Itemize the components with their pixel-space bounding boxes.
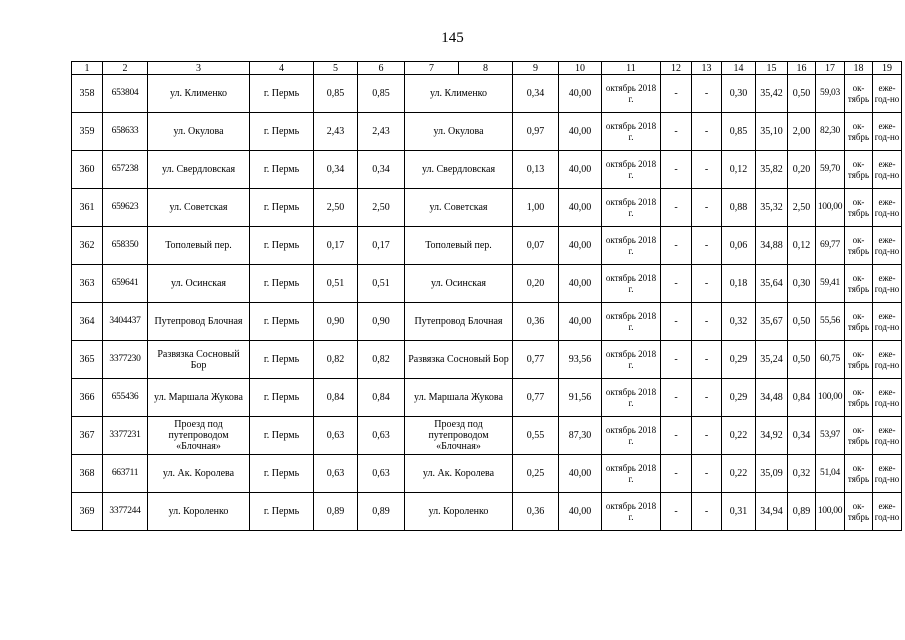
value-15-cell: 35,64	[756, 265, 788, 303]
value-12-cell: -	[661, 265, 692, 303]
value-15-cell: 35,24	[756, 341, 788, 379]
length-1-cell: 0,90	[314, 303, 358, 341]
row-number-cell: 359	[72, 113, 103, 151]
value-16-cell: 0,89	[788, 493, 816, 531]
value-17-cell: 69,77	[816, 227, 845, 265]
column-number-7: 7	[405, 62, 459, 75]
table-row	[72, 303, 902, 341]
value-15-cell: 34,48	[756, 379, 788, 417]
road-id-cell: 658350	[103, 227, 148, 265]
value-17-cell: 51,04	[816, 455, 845, 493]
value-9-cell: 0,25	[513, 455, 559, 493]
column-number-5: 5	[314, 62, 358, 75]
value-14-cell: 0,12	[722, 151, 756, 189]
month-cell: ок-тябрь	[845, 189, 873, 227]
road-name-cell: ул. Ак. Королева	[148, 455, 250, 493]
column-number-14: 14	[722, 62, 756, 75]
length-2-cell: 0,63	[358, 417, 405, 455]
column-number-15: 15	[756, 62, 788, 75]
column-number-19: 19	[873, 62, 902, 75]
road-id-cell: 655436	[103, 379, 148, 417]
frequency-cell: еже-год-но	[873, 493, 902, 531]
column-number-11: 11	[602, 62, 661, 75]
value-13-cell: -	[692, 379, 722, 417]
value-14-cell: 0,88	[722, 189, 756, 227]
value-13-cell: -	[692, 151, 722, 189]
road-id-cell: 663711	[103, 455, 148, 493]
value-13-cell: -	[692, 303, 722, 341]
row-number-cell: 360	[72, 151, 103, 189]
value-10-cell: 40,00	[559, 189, 602, 227]
road-id-cell: 3377231	[103, 417, 148, 455]
value-12-cell: -	[661, 113, 692, 151]
value-12-cell: -	[661, 227, 692, 265]
section-name-cell: ул. Советская	[405, 189, 513, 227]
road-name-cell: ул. Осинская	[148, 265, 250, 303]
city-cell: г. Пермь	[250, 265, 314, 303]
section-name-cell: ул. Короленко	[405, 493, 513, 531]
value-13-cell: -	[692, 493, 722, 531]
road-id-cell: 659641	[103, 265, 148, 303]
value-17-cell: 59,70	[816, 151, 845, 189]
frequency-cell: еже-год-но	[873, 455, 902, 493]
row-number-cell: 366	[72, 379, 103, 417]
month-cell: ок-тябрь	[845, 493, 873, 531]
month-cell: ок-тябрь	[845, 303, 873, 341]
frequency-cell: еже-год-но	[873, 75, 902, 113]
value-14-cell: 0,29	[722, 379, 756, 417]
section-name-cell: ул. Ак. Королева	[405, 455, 513, 493]
column-number-2: 2	[103, 62, 148, 75]
road-id-cell: 658633	[103, 113, 148, 151]
value-17-cell: 59,41	[816, 265, 845, 303]
month-cell: ок-тябрь	[845, 151, 873, 189]
length-1-cell: 0,82	[314, 341, 358, 379]
value-17-cell: 55,56	[816, 303, 845, 341]
value-10-cell: 40,00	[559, 227, 602, 265]
section-name-cell: Путепровод Блочная	[405, 303, 513, 341]
month-cell: ок-тябрь	[845, 75, 873, 113]
road-id-cell: 3404437	[103, 303, 148, 341]
table-row	[72, 379, 902, 417]
column-number-18: 18	[845, 62, 873, 75]
month-cell: ок-тябрь	[845, 265, 873, 303]
column-number-4: 4	[250, 62, 314, 75]
value-12-cell: -	[661, 75, 692, 113]
table-row	[72, 493, 902, 531]
period-cell: октябрь 2018 г.	[602, 189, 661, 227]
value-17-cell: 60,75	[816, 341, 845, 379]
value-10-cell: 87,30	[559, 417, 602, 455]
period-cell: октябрь 2018 г.	[602, 417, 661, 455]
value-12-cell: -	[661, 151, 692, 189]
road-name-cell: ул. Маршала Жукова	[148, 379, 250, 417]
length-2-cell: 0,51	[358, 265, 405, 303]
value-15-cell: 35,67	[756, 303, 788, 341]
column-number-10: 10	[559, 62, 602, 75]
road-id-cell: 653804	[103, 75, 148, 113]
value-9-cell: 1,00	[513, 189, 559, 227]
row-number-cell: 363	[72, 265, 103, 303]
table-row	[72, 455, 902, 493]
value-9-cell: 0,34	[513, 75, 559, 113]
value-10-cell: 40,00	[559, 493, 602, 531]
period-cell: октябрь 2018 г.	[602, 151, 661, 189]
value-13-cell: -	[692, 189, 722, 227]
length-1-cell: 2,50	[314, 189, 358, 227]
section-name-cell: ул. Осинская	[405, 265, 513, 303]
value-15-cell: 35,82	[756, 151, 788, 189]
column-number-3: 3	[148, 62, 250, 75]
city-cell: г. Пермь	[250, 75, 314, 113]
value-15-cell: 34,88	[756, 227, 788, 265]
road-name-cell: ул. Свердловская	[148, 151, 250, 189]
value-16-cell: 0,34	[788, 417, 816, 455]
length-1-cell: 0,63	[314, 455, 358, 493]
length-2-cell: 0,89	[358, 493, 405, 531]
value-16-cell: 0,50	[788, 303, 816, 341]
value-17-cell: 59,03	[816, 75, 845, 113]
value-16-cell: 0,30	[788, 265, 816, 303]
month-cell: ок-тябрь	[845, 227, 873, 265]
value-9-cell: 0,77	[513, 379, 559, 417]
value-17-cell: 53,97	[816, 417, 845, 455]
section-name-cell: Тополевый пер.	[405, 227, 513, 265]
value-17-cell: 100,00	[816, 379, 845, 417]
period-cell: октябрь 2018 г.	[602, 265, 661, 303]
table-row	[72, 75, 902, 113]
value-15-cell: 34,92	[756, 417, 788, 455]
road-name-cell: Развязка Сосновый Бор	[148, 341, 250, 379]
value-10-cell: 40,00	[559, 151, 602, 189]
column-number-9: 9	[513, 62, 559, 75]
value-15-cell: 35,42	[756, 75, 788, 113]
length-2-cell: 2,43	[358, 113, 405, 151]
column-number-12: 12	[661, 62, 692, 75]
value-9-cell: 0,36	[513, 303, 559, 341]
value-13-cell: -	[692, 455, 722, 493]
value-10-cell: 93,56	[559, 341, 602, 379]
length-2-cell: 0,90	[358, 303, 405, 341]
value-12-cell: -	[661, 341, 692, 379]
value-13-cell: -	[692, 265, 722, 303]
road-name-cell: ул. Окулова	[148, 113, 250, 151]
value-14-cell: 0,29	[722, 341, 756, 379]
value-14-cell: 0,06	[722, 227, 756, 265]
value-10-cell: 40,00	[559, 75, 602, 113]
column-number-6: 6	[358, 62, 405, 75]
value-12-cell: -	[661, 417, 692, 455]
value-16-cell: 0,50	[788, 75, 816, 113]
value-14-cell: 0,32	[722, 303, 756, 341]
section-name-cell: ул. Окулова	[405, 113, 513, 151]
row-number-cell: 358	[72, 75, 103, 113]
value-9-cell: 0,36	[513, 493, 559, 531]
value-13-cell: -	[692, 341, 722, 379]
row-number-cell: 367	[72, 417, 103, 455]
table-row	[72, 113, 902, 151]
period-cell: октябрь 2018 г.	[602, 379, 661, 417]
value-14-cell: 0,85	[722, 113, 756, 151]
road-name-cell: Тополевый пер.	[148, 227, 250, 265]
value-9-cell: 0,97	[513, 113, 559, 151]
table-row	[72, 417, 902, 455]
city-cell: г. Пермь	[250, 379, 314, 417]
column-number-17: 17	[816, 62, 845, 75]
row-number-cell: 368	[72, 455, 103, 493]
column-number-13: 13	[692, 62, 722, 75]
value-15-cell: 35,09	[756, 455, 788, 493]
road-name-cell: ул. Короленко	[148, 493, 250, 531]
section-name-cell: Развязка Сосновый Бор	[405, 341, 513, 379]
city-cell: г. Пермь	[250, 341, 314, 379]
frequency-cell: еже-год-но	[873, 341, 902, 379]
value-9-cell: 0,07	[513, 227, 559, 265]
value-9-cell: 0,13	[513, 151, 559, 189]
frequency-cell: еже-год-но	[873, 189, 902, 227]
value-17-cell: 100,00	[816, 189, 845, 227]
value-9-cell: 0,77	[513, 341, 559, 379]
table-row	[72, 341, 902, 379]
table-row	[72, 227, 902, 265]
frequency-cell: еже-год-но	[873, 417, 902, 455]
row-number-cell: 364	[72, 303, 103, 341]
value-16-cell: 2,00	[788, 113, 816, 151]
table-row	[72, 265, 902, 303]
road-name-cell: Проезд под путепроводом «Блочная»	[148, 417, 250, 455]
length-2-cell: 0,84	[358, 379, 405, 417]
road-id-cell: 657238	[103, 151, 148, 189]
frequency-cell: еже-год-но	[873, 303, 902, 341]
value-12-cell: -	[661, 303, 692, 341]
page-number: 145	[441, 30, 464, 46]
length-2-cell: 0,85	[358, 75, 405, 113]
period-cell: октябрь 2018 г.	[602, 341, 661, 379]
month-cell: ок-тябрь	[845, 417, 873, 455]
road-id-cell: 659623	[103, 189, 148, 227]
value-15-cell: 35,10	[756, 113, 788, 151]
city-cell: г. Пермь	[250, 417, 314, 455]
column-number-16: 16	[788, 62, 816, 75]
length-1-cell: 0,34	[314, 151, 358, 189]
value-9-cell: 0,20	[513, 265, 559, 303]
section-name-cell: Проезд под путепроводом «Блочная»	[405, 417, 513, 455]
length-1-cell: 0,85	[314, 75, 358, 113]
city-cell: г. Пермь	[250, 151, 314, 189]
column-number-1: 1	[72, 62, 103, 75]
frequency-cell: еже-год-но	[873, 227, 902, 265]
table-row	[72, 151, 902, 189]
city-cell: г. Пермь	[250, 493, 314, 531]
value-14-cell: 0,31	[722, 493, 756, 531]
value-12-cell: -	[661, 455, 692, 493]
length-1-cell: 0,63	[314, 417, 358, 455]
frequency-cell: еже-год-но	[873, 265, 902, 303]
city-cell: г. Пермь	[250, 455, 314, 493]
column-number-8: 8	[459, 62, 513, 75]
value-16-cell: 2,50	[788, 189, 816, 227]
section-name-cell: ул. Маршала Жукова	[405, 379, 513, 417]
table-body	[72, 62, 902, 531]
value-13-cell: -	[692, 113, 722, 151]
road-register-table	[71, 61, 902, 531]
value-10-cell: 40,00	[559, 265, 602, 303]
value-14-cell: 0,22	[722, 417, 756, 455]
period-cell: октябрь 2018 г.	[602, 303, 661, 341]
period-cell: октябрь 2018 г.	[602, 113, 661, 151]
city-cell: г. Пермь	[250, 189, 314, 227]
value-16-cell: 0,32	[788, 455, 816, 493]
length-2-cell: 0,82	[358, 341, 405, 379]
value-13-cell: -	[692, 417, 722, 455]
section-name-cell: ул. Свердловская	[405, 151, 513, 189]
value-14-cell: 0,22	[722, 455, 756, 493]
value-14-cell: 0,18	[722, 265, 756, 303]
period-cell: октябрь 2018 г.	[602, 493, 661, 531]
city-cell: г. Пермь	[250, 303, 314, 341]
value-16-cell: 0,12	[788, 227, 816, 265]
city-cell: г. Пермь	[250, 227, 314, 265]
road-name-cell: ул. Клименко	[148, 75, 250, 113]
value-13-cell: -	[692, 227, 722, 265]
value-12-cell: -	[661, 189, 692, 227]
road-name-cell: ул. Советская	[148, 189, 250, 227]
value-10-cell: 91,56	[559, 379, 602, 417]
length-1-cell: 0,51	[314, 265, 358, 303]
length-1-cell: 2,43	[314, 113, 358, 151]
frequency-cell: еже-год-но	[873, 379, 902, 417]
road-id-cell: 3377230	[103, 341, 148, 379]
section-name-cell: ул. Клименко	[405, 75, 513, 113]
length-1-cell: 0,89	[314, 493, 358, 531]
value-15-cell: 34,94	[756, 493, 788, 531]
month-cell: ок-тябрь	[845, 455, 873, 493]
period-cell: октябрь 2018 г.	[602, 227, 661, 265]
month-cell: ок-тябрь	[845, 379, 873, 417]
value-14-cell: 0,30	[722, 75, 756, 113]
row-number-cell: 365	[72, 341, 103, 379]
frequency-cell: еже-год-но	[873, 151, 902, 189]
row-number-cell: 361	[72, 189, 103, 227]
road-id-cell: 3377244	[103, 493, 148, 531]
row-number-cell: 369	[72, 493, 103, 531]
value-16-cell: 0,84	[788, 379, 816, 417]
value-15-cell: 35,32	[756, 189, 788, 227]
value-13-cell: -	[692, 75, 722, 113]
frequency-cell: еже-год-но	[873, 113, 902, 151]
value-9-cell: 0,55	[513, 417, 559, 455]
city-cell: г. Пермь	[250, 113, 314, 151]
length-2-cell: 0,34	[358, 151, 405, 189]
value-17-cell: 82,30	[816, 113, 845, 151]
value-10-cell: 40,00	[559, 113, 602, 151]
table-row	[72, 189, 902, 227]
value-12-cell: -	[661, 379, 692, 417]
value-16-cell: 0,50	[788, 341, 816, 379]
value-10-cell: 40,00	[559, 455, 602, 493]
length-2-cell: 2,50	[358, 189, 405, 227]
column-number-row	[72, 62, 902, 75]
length-2-cell: 0,17	[358, 227, 405, 265]
row-number-cell: 362	[72, 227, 103, 265]
value-16-cell: 0,20	[788, 151, 816, 189]
period-cell: октябрь 2018 г.	[602, 455, 661, 493]
value-12-cell: -	[661, 493, 692, 531]
length-1-cell: 0,84	[314, 379, 358, 417]
road-name-cell: Путепровод Блочная	[148, 303, 250, 341]
period-cell: октябрь 2018 г.	[602, 75, 661, 113]
length-2-cell: 0,63	[358, 455, 405, 493]
month-cell: ок-тябрь	[845, 341, 873, 379]
value-10-cell: 40,00	[559, 303, 602, 341]
month-cell: ок-тябрь	[845, 113, 873, 151]
length-1-cell: 0,17	[314, 227, 358, 265]
value-17-cell: 100,00	[816, 493, 845, 531]
